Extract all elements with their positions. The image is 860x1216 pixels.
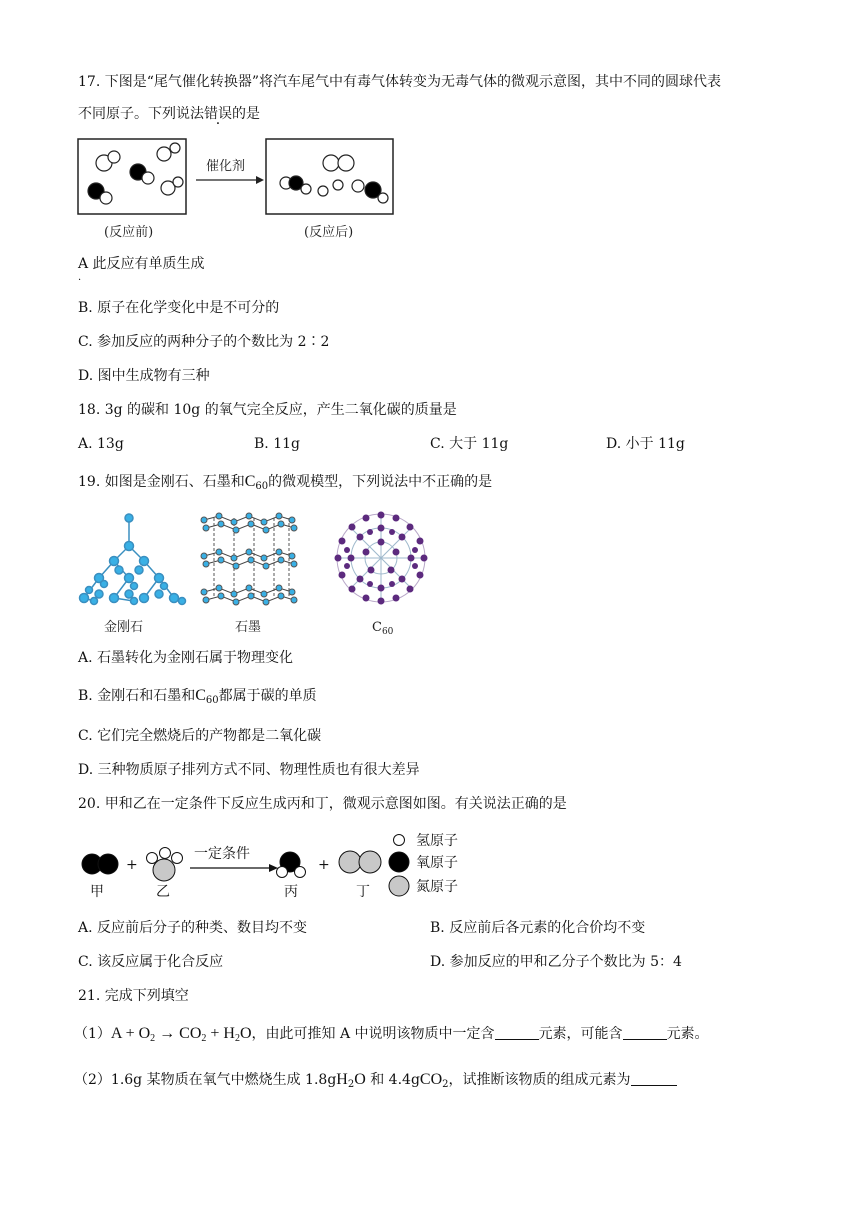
q19-option-b: B. 金刚石和石墨和$C_{60}$都属于碳的单质 xyxy=(78,687,317,706)
blank-3[interactable] xyxy=(631,1071,677,1086)
q17-option-a-dot: · xyxy=(78,275,82,286)
label-graphite: 石墨 xyxy=(235,620,262,635)
q20-option-a: A. 反应前后分子的种类、数目均不变 xyxy=(78,920,308,936)
q21-part1: $(1)A + O_2 \to CO_2 + H_2O$，由此可推知 A 中说明该物质中一定含 元素，可能含 元素。 xyxy=(74,1025,709,1044)
q17-reaction-diagram xyxy=(76,136,406,246)
label-c60: $C_{60}$ xyxy=(372,620,394,637)
q19-stem: 19. 如图是金刚石、石墨和$C_{60}$的微观模型，下列说法中不正确的是 xyxy=(78,473,493,492)
legend-n: 氮原子 xyxy=(416,879,458,895)
q17-stem-end: 的是 xyxy=(232,106,260,122)
q19-option-c: C. 它们完全燃烧后的产物都是二氧化碳 xyxy=(78,728,322,744)
q21-stem: 21. 完成下列填空 xyxy=(78,988,189,1004)
plus-1: + xyxy=(126,857,138,873)
q19-option-a: A. 石墨转化为金刚石属于物理变化 xyxy=(78,650,294,666)
label-yi: 乙 xyxy=(156,884,170,900)
molecule-bing xyxy=(277,852,306,878)
legend-o: 氧原子 xyxy=(416,855,458,871)
label-bing: 丙 xyxy=(284,884,298,900)
molecule-yi xyxy=(147,848,183,882)
q18-stem: 18. 3g 的碳和 10g 的氧气完全反应，产生二氧化碳的质量是 xyxy=(78,402,457,418)
q17-option-b: B. 原子在化学变化中是不可分的 xyxy=(78,300,280,316)
q18-option-c: C. 大于 11g xyxy=(430,436,509,452)
legend-h: 氢原子 xyxy=(416,833,458,849)
blank-1[interactable] xyxy=(495,1025,539,1040)
equation: $A + O_2 \to CO_2 + H_2O$ xyxy=(110,1025,252,1044)
q19-option-d: D. 三种物质原子排列方式不同、物理性质也有很大差异 xyxy=(78,762,420,778)
q20-reaction-diagram xyxy=(76,826,496,906)
label-ding: 丁 xyxy=(356,884,370,900)
condition-label: 一定条件 xyxy=(194,846,250,862)
q17-option-d: D. 图中生成物有三种 xyxy=(78,368,210,384)
q17-option-a: A 此反应有单质生成 xyxy=(78,256,205,272)
q18-option-b: B. 11g xyxy=(254,436,300,452)
caption-before: (反应前) xyxy=(104,225,154,240)
q17-stem-line1: 17. 下图是“尾气催化转换器”将汽车尾气中有毒气体转变为无毒气体的微观示意图，其中不同的圆球代表 xyxy=(78,74,722,90)
q20-option-b: B. 反应前后各元素的化合价均不变 xyxy=(430,920,646,936)
c60-model xyxy=(335,512,428,605)
caption-after: (反应后) xyxy=(304,225,354,240)
graphite-model xyxy=(201,513,297,605)
q18-option-a: A. 13g xyxy=(78,436,124,452)
q17-emphasis-wrong: 错误 xyxy=(204,106,232,122)
q17-stem-line2 xyxy=(78,104,260,124)
blank-2[interactable] xyxy=(623,1025,667,1040)
q18-option-d: D. 小于 11g xyxy=(606,436,685,452)
after-molecules xyxy=(280,155,388,203)
before-molecules xyxy=(88,143,183,204)
q20-option-d: D. 参加反应的甲和乙分子个数比为 5：4 xyxy=(430,954,682,970)
legend xyxy=(389,835,409,897)
q20-stem: 20. 甲和乙在一定条件下反应生成丙和丁，微观示意图如图。有关说法正确的是 xyxy=(78,796,567,812)
q17-option-c: C. 参加反应的两种分子的个数比为 2∶2 xyxy=(78,334,330,350)
molecule-jia xyxy=(82,854,118,874)
q21-part2: （2）1.6g 某物质在氧气中燃烧生成 $1.8gH_2O$ 和 4.4gCO$_2$，试推断该物质的组成元素为 xyxy=(74,1070,677,1095)
q20-option-c: C. 该反应属于化合反应 xyxy=(78,954,224,970)
label-jia: 甲 xyxy=(90,884,104,900)
q17-stem-text: 不同原子。下列说法 xyxy=(78,106,204,122)
label-diamond: 金刚石 xyxy=(104,620,144,635)
diamond-model xyxy=(80,514,186,605)
carbon-structures-figure xyxy=(74,506,454,640)
plus-2: + xyxy=(318,857,330,873)
molecule-ding xyxy=(339,851,381,873)
catalyst-label: 催化剂 xyxy=(206,159,246,174)
